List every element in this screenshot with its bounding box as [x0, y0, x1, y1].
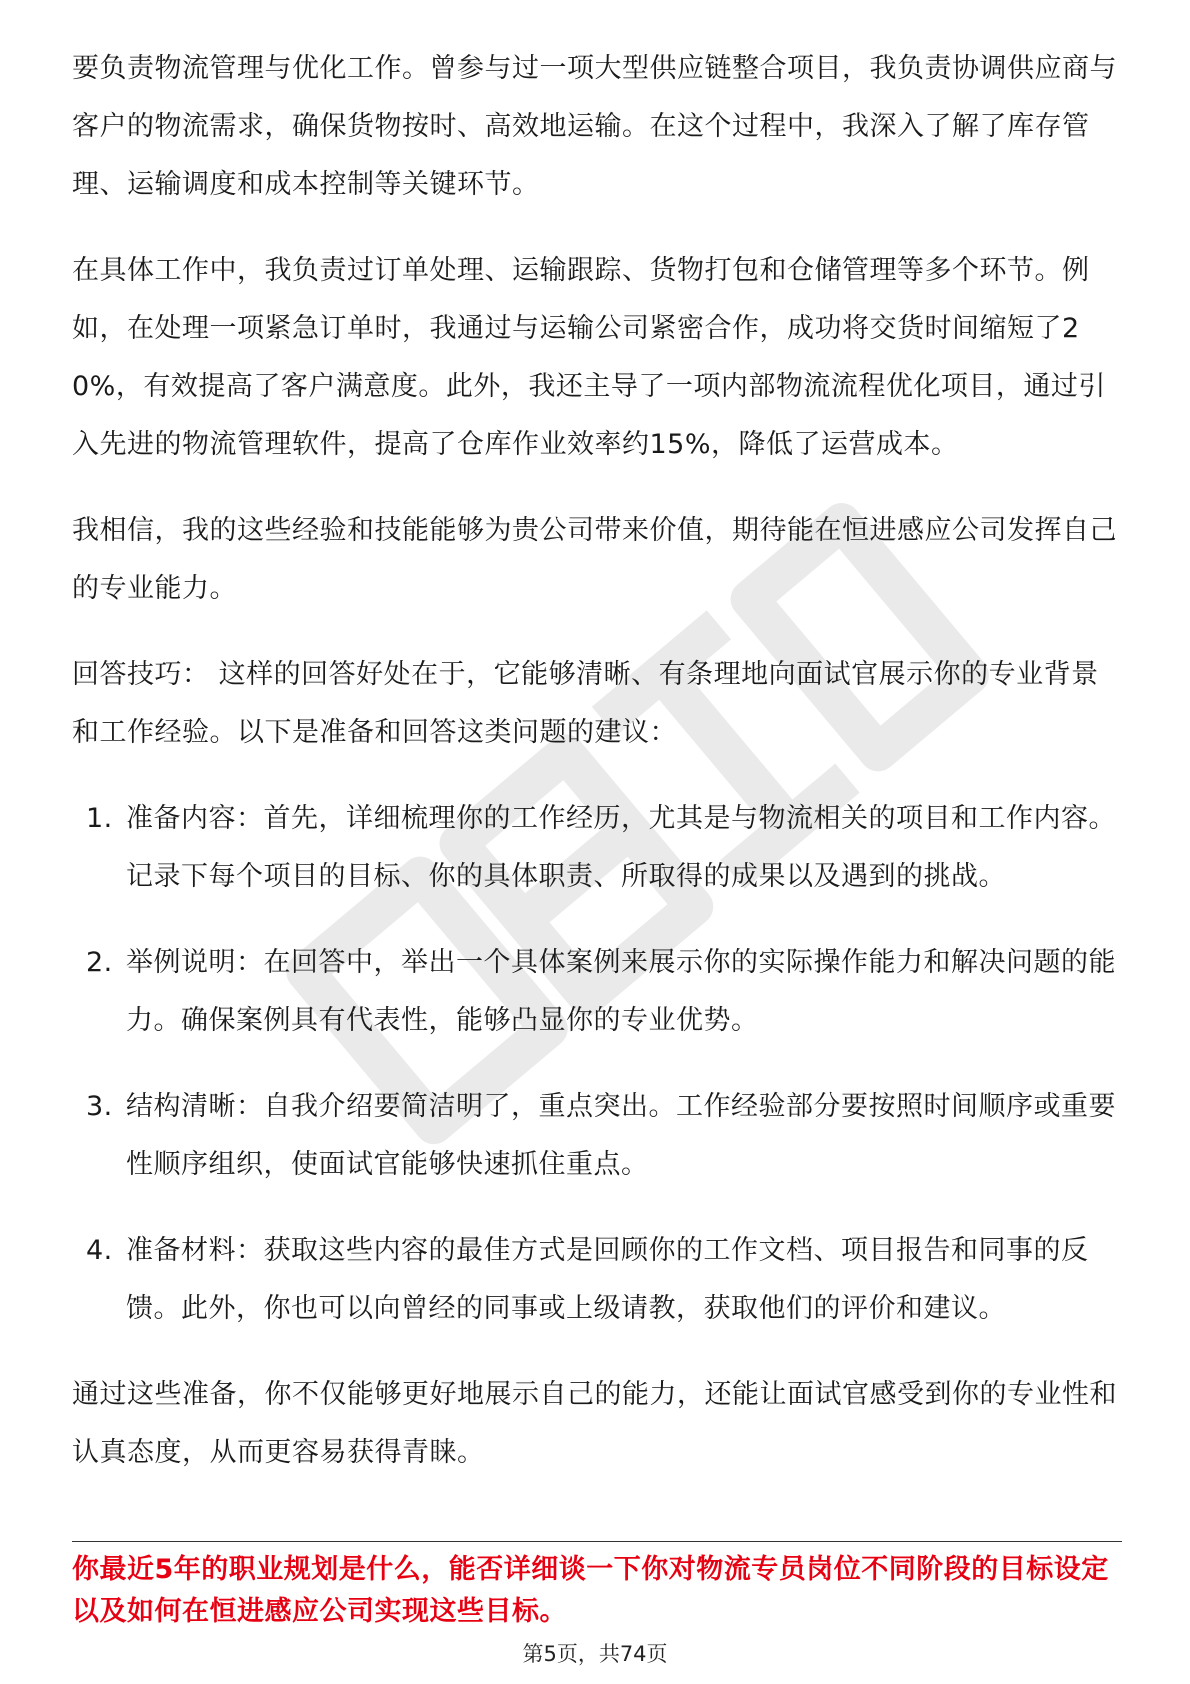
- page-number-footer: 第5页，共74页: [522, 1642, 668, 1666]
- paragraph-details: 在具体工作中，我负责过订单处理、运输跟踪、货物打包和仓储管理等多个环节。例如，在处理一项紧急订单时，我通过与运输公司紧密合作，成功将交货时间缩短了20%，有效提高了客户满意度。此外，我还主导了一项内部物流流程优化项目，通过引入先进的物流管理软件，提高了仓库作业效率约15%，降低了运营成本。: [72, 255, 1106, 460]
- tip-item: [72, 1222, 1122, 1338]
- paragraph-closing: 通过这些准备，你不仅能够更好地展示自己的能力，还能让面试官感受到你的专业性和认真态度，从而更容易获得青睐。: [72, 1379, 1117, 1468]
- tip-number: 1.: [86, 803, 113, 834]
- section-divider: [72, 1541, 1122, 1542]
- tip-text: 准备内容：首先，详细梳理你的工作经历，尤其是与物流相关的项目和工作内容。记录下每个项目的目标、你的具体职责、所取得的成果以及遇到的挑战。: [126, 803, 1116, 892]
- tip-number: 2.: [86, 947, 113, 978]
- tip-item: [72, 934, 1122, 1050]
- tip-item: [72, 790, 1122, 906]
- tip-number: 3.: [86, 1091, 113, 1122]
- next-question-heading: 你最近5年的职业规划是什么，能否详细谈一下你对物流专员岗位不同阶段的目标设定以及如何在恒进感应公司实现这些目标。: [72, 1554, 1109, 1627]
- tip-number: 4.: [86, 1235, 113, 1266]
- paragraph-value: 我相信，我的这些经验和技能能够为贵公司带来价值，期待能在恒进感应公司发挥自己的专业能力。: [72, 515, 1117, 604]
- tips-list: [72, 790, 1122, 1338]
- main-content: [72, 40, 1122, 1510]
- tip-item: [72, 1078, 1122, 1194]
- paragraph-experience: 要负责物流管理与优化工作。曾参与过一项大型供应链整合项目，我负责协调供应商与客户的物流需求，确保货物按时、高效地运输。在这个过程中，我深入了解了库存管理、运输调度和成本控制等关键环节。: [72, 53, 1117, 200]
- tip-text: 结构清晰：自我介绍要简洁明了，重点突出。工作经验部分要按照时间顺序或重要性顺序组织，使面试官能够快速抓住重点。: [126, 1091, 1116, 1180]
- tip-text: 举例说明：在回答中，举出一个具体案例来展示你的实际操作能力和解决问题的能力。确保案例具有代表性，能够凸显你的专业优势。: [126, 947, 1116, 1036]
- tip-text: 准备材料：获取这些内容的最佳方式是回顾你的工作文档、项目报告和同事的反馈。此外，你也可以向曾经的同事或上级请教，获取他们的评价和建议。: [126, 1235, 1089, 1324]
- paragraph-answer-tips: 回答技巧： 这样的回答好处在于，它能够清晰、有条理地向面试官展示你的专业背景和工作经验。以下是准备和回答这类问题的建议：: [72, 659, 1099, 748]
